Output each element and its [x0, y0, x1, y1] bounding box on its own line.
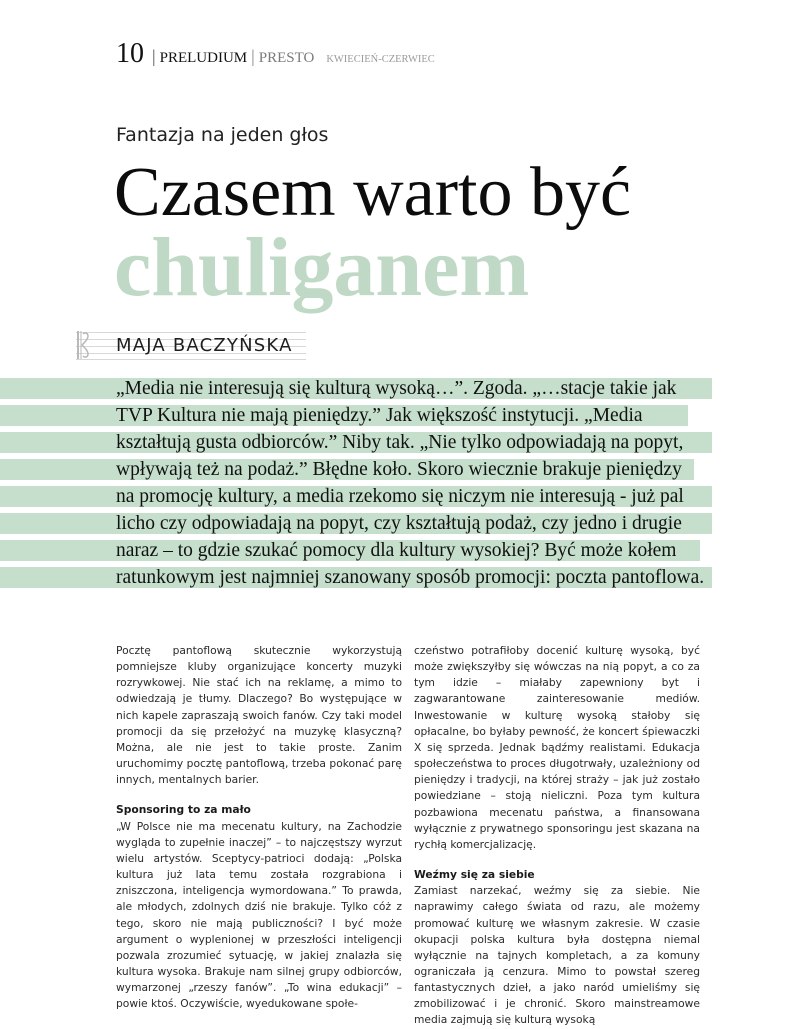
lead-line	[0, 538, 800, 563]
lead-line-text: naraz – to gdzie szukać pomocy dla kultury wysokiej? Być może kołem	[116, 540, 677, 561]
lead-paragraph	[0, 376, 800, 592]
section-name: PRELUDIUM	[159, 50, 248, 66]
lead-line	[0, 376, 800, 401]
article-kicker: Fantazja na jeden głos	[116, 124, 329, 146]
right-column	[414, 643, 700, 1029]
lead-line-text: „Media nie interesują się kulturą wysoką…”. Zgoda. „…stacje takie jak	[116, 378, 677, 399]
lead-line	[0, 565, 800, 590]
article-title-line-1: Czasem warto być	[114, 154, 632, 231]
alto-clef-icon	[76, 330, 92, 360]
body-paragraph: Zamiast narzekać, weźmy się za siebie. Nie naprawimy całego świata od razu, ale możemy promować kulturę we własnym zakresie. W czasie okupacji polska kultura była dostępna niemal wyłącznie na tajnych kompletach, a za komuny ograniczała ją cenzura. Mimo to powstał szereg fantastycznych dzieł, a jako naród umieliśmy się zmobilizować i je chronić. Skoro mainstreamowe media zajmują się kulturą wysoką	[414, 884, 700, 1027]
article-author: MAJA BACZYŃSKA	[116, 335, 293, 356]
lead-line-text: na promocję kultury, a media rzekomo się niczym nie interesują - już pal	[116, 486, 684, 507]
lead-line-text: kształtują gusta odbiorców.” Niby tak. „Nie tylko odpowiadają na popyt,	[116, 432, 684, 453]
lead-line-text: licho czy odpowiadają na popyt, czy kształtują podaż, czy jedno i drugie	[116, 513, 682, 534]
header-divider: |	[251, 46, 255, 66]
continuation-paragraph: czeństwo potrafiłoby docenić kulturę wysoką, być może zwiększyłby się wówczas na nią popyt, a co za tym idzie – miałaby zapewniony byt i zagwarantowane zainteresowanie mediów. Inwestowanie w kulturę wysoką stałoby się opłacalne, bo byłaby pewność, że koncert śpiewaczki X się sprzeda. Jednak bądźmy realistami. Edukacja społeczeństwa to proces długotrwały, uzależniony od pieniędzy i tradycji, na której straży – jak już zostało powiedziane – stoją nieliczni. Poza tym kultura pozbawiona mecenatu państwa, a finansowana wyłącznie z prywatnego sponsoringu jest skazana na rychłą komercjalizację.	[414, 644, 700, 851]
article-title-line-2: chuliganem	[114, 221, 530, 314]
lead-line-text: TVP Kultura nie mają pieniędzy.” Jak większość instytucji. „Media	[116, 405, 643, 426]
page-number: 10	[116, 38, 144, 69]
lead-line-text: ratunkowym jest najmniej szanowany sposób promocji: poczta pantoflowa.	[116, 567, 705, 588]
lead-line	[0, 403, 800, 428]
lead-line	[0, 511, 800, 536]
subheading-sponsoring: Sponsoring to za mało	[116, 803, 251, 817]
issue-date: KWIECIEŃ-CZERWIEC	[326, 54, 435, 65]
lead-line	[0, 457, 800, 482]
subheading-wezmy-sie: Weźmy się za siebie	[414, 868, 535, 882]
header-divider: |	[152, 46, 156, 66]
intro-paragraph: Pocztę pantoflową skutecznie wykorzystują pomniejsze kluby organizujące koncerty muzyki rozrywkowej. Nie stać ich na reklamę, a mimo to odwiedzają je tłumy. Dlaczego? Bo występujące w nich kapele zapraszają swoich fanów. Czy taki model promocji da się przełożyć na muzykę klasyczną? Można, ale nie jest to takie proste. Zanim uruchomimy pocztę pantoflową, trzeba pokonać parę innych, mentalnych barier.	[116, 644, 402, 787]
lead-line	[0, 430, 800, 455]
magazine-name: PRESTO	[258, 50, 315, 66]
lead-line-text: wpływają też na podaż.” Błędne koło. Skoro wiecznie brakuje pieniędzy	[116, 459, 682, 480]
left-column	[116, 643, 402, 1012]
lead-line	[0, 484, 800, 509]
body-paragraph: „W Polsce nie ma mecenatu kultury, na Zachodzie wygląda to zupełnie inaczej” – to najczęstszy wyrzut wielu artystów. Sceptycy-patrioci dodają: „Polska kultura już lata temu została rozgrabiona i zniszczona, inteligencja wymordowana.” To prawda, ale młodych, zdolnych dziś nie brakuje. Tylko cóż z tego, skoro nie mają publiczności? I być może argument o wyplenionej w przeszłości inteligencji pozwala zrozumieć sytuację, w jakiej znalazła się kultura wysoka. Brakuje nam silnej grupy odbiorców, wymarzonej „rzeszy fanów”. „To wina edukacji” – powie ktoś. Oczywiście, wyedukowane społe-	[116, 819, 402, 1011]
page-header	[116, 38, 435, 70]
